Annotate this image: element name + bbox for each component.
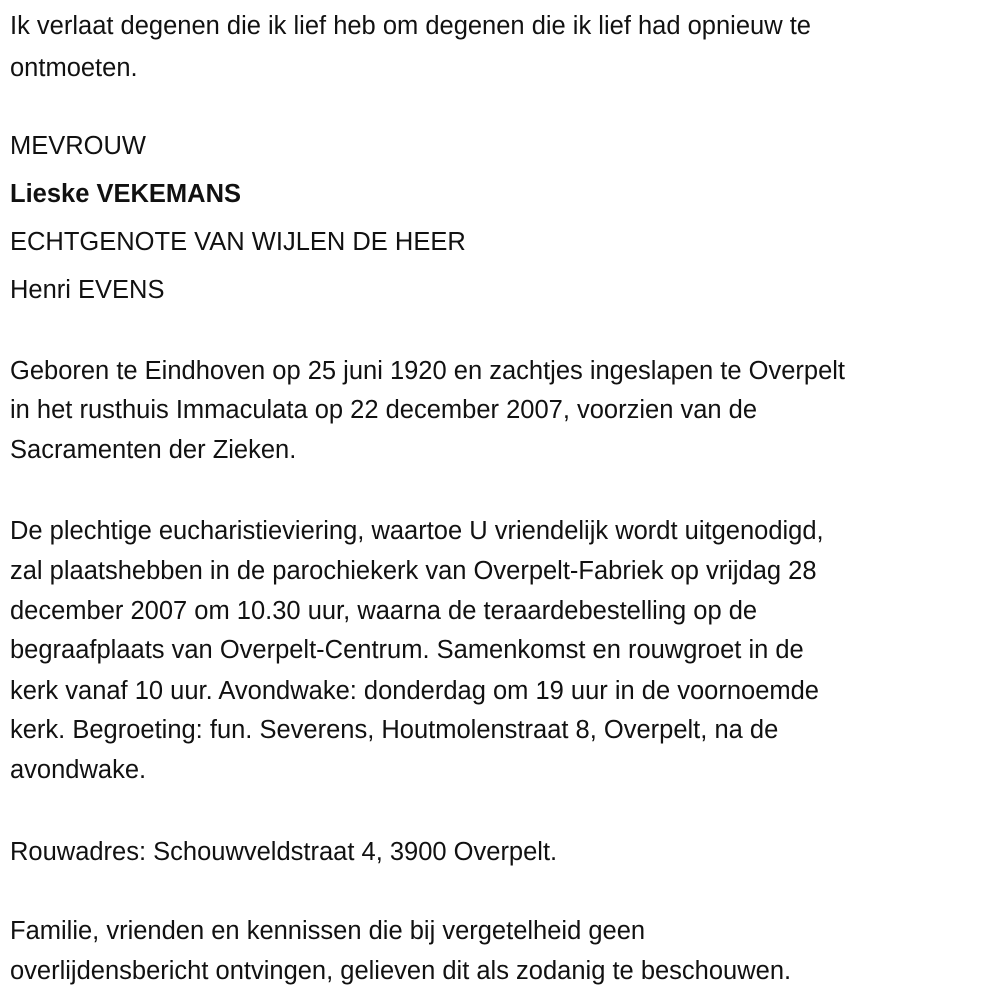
text-line: kerk vanaf 10 uur. Avondwake: donderdag om 19 uur in de voornoemde — [10, 677, 819, 705]
motto-line: ontmoeten. — [10, 54, 138, 82]
text-line: Familie, vrienden en kennissen die bij vergetelheid geen — [10, 917, 646, 945]
text-line: avondwake. — [10, 756, 147, 784]
text-line: Geboren te Eindhoven op 25 juni 1920 en zachtjes ingeslapen te Overpelt — [10, 357, 846, 385]
mourning-address: Rouwadres: Schouwveldstraat 4, 3900 Overpelt. — [10, 838, 558, 866]
text-line: begraafplaats van Overpelt-Centrum. Samenkomst en rouwgroet in de — [10, 636, 804, 664]
text-line: zal plaatshebben in de parochiekerk van Overpelt-Fabriek op vrijdag 28 — [10, 557, 817, 585]
spouse-name: Henri EVENS — [10, 276, 165, 304]
relation: ECHTGENOTE VAN WIJLEN DE HEER — [10, 228, 466, 256]
text-line: kerk. Begroeting: fun. Severens, Houtmolenstraat 8, Overpelt, na de — [10, 716, 779, 744]
text-line: overlijdensbericht ontvingen, gelieven dit als zodanig te beschouwen. — [10, 957, 792, 985]
motto-line: Ik verlaat degenen die ik lief heb om degenen die ik lief had opnieuw te — [10, 12, 811, 40]
text-line: december 2007 om 10.30 uur, waarna de teraardebestelling op de — [10, 597, 758, 625]
title: MEVROUW — [10, 132, 146, 160]
deceased-name: Lieske VEKEMANS — [10, 180, 241, 208]
text-line: Sacramenten der Zieken. — [10, 436, 297, 464]
text-line: De plechtige eucharistieviering, waartoe U vriendelijk wordt uitgenodigd, — [10, 517, 824, 545]
text-line: in het rusthuis Immaculata op 22 december 2007, voorzien van de — [10, 396, 758, 424]
